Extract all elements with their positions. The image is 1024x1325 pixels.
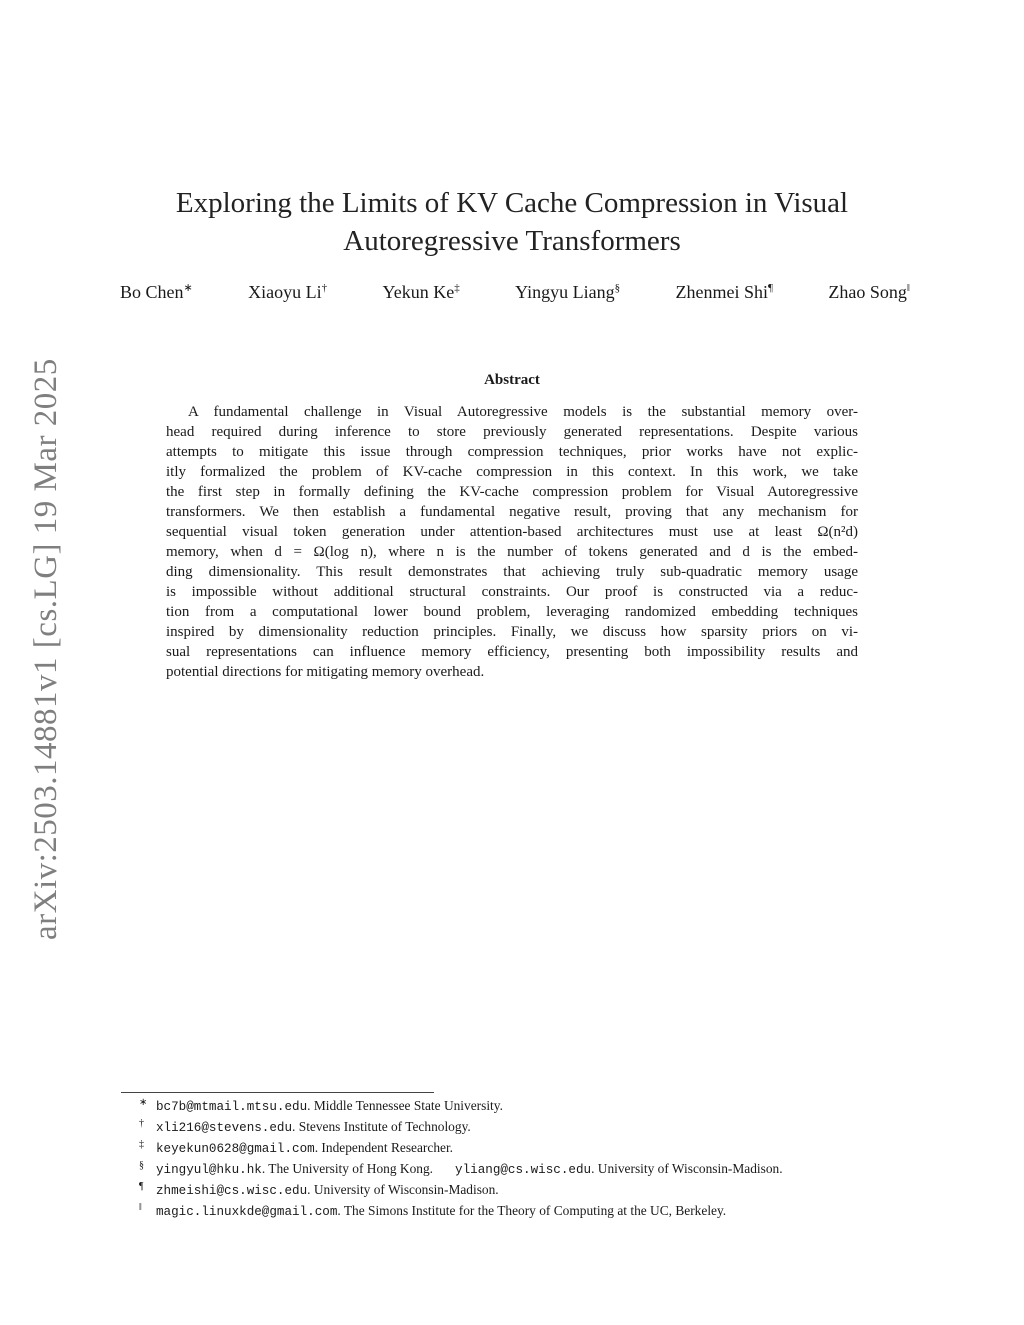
footnote-affiliation: . University of Wisconsin-Madison. [307,1182,499,1197]
footnote-mark: ¶ [139,1181,144,1192]
abstract-line: sual representations can influence memory efficiency, presenting both impossibility results and [166,644,858,660]
author-4 [515,282,620,303]
footnote-rule [121,1092,434,1093]
footnote-affiliation: . Middle Tennessee State University. [307,1098,503,1113]
abstract-line: sequential visual token generation under attention-based architectures must use at least Ω(n²d) [166,524,858,540]
footnote-mark: ‡ [139,1139,144,1150]
author-footnote-mark: ∗ [183,282,193,294]
abstract-body [166,402,858,682]
author-footnote-mark: § [614,282,621,294]
author-list [120,282,910,303]
author-name: Zhenmei Shi [675,282,768,302]
author-name: Bo Chen [120,282,184,302]
footnote-affiliation: . The Simons Institute for the Theory of Computing at the UC, Berkeley. [337,1203,727,1218]
author-5 [675,282,772,303]
footnote-email-link[interactable]: xli216@stevens.edu [156,1121,293,1135]
abstract-line: memory, when d = Ω(log n), where n is the number of tokens generated and d is the embed- [166,544,858,560]
arxiv-identifier-stamp: arXiv:2503.14881v1 [cs.LG] 19 Mar 2025 [28,358,64,940]
author-footnote-mark: ¶ [767,282,773,294]
footnote-mark: † [139,1118,144,1129]
author-2 [248,282,327,303]
title-line-2: Autoregressive Transformers [343,225,681,257]
footnote-1 [139,1096,919,1117]
title-line-1: Exploring the Limits of KV Cache Compression in Visual [175,187,849,219]
abstract-line: attempts to mitigate this issue through compression techniques, prior works have not explic- [166,444,858,460]
abstract-line: itly formalized the problem of KV-cache compression in this context. In this work, we take [166,464,858,480]
author-1 [120,282,193,303]
footnotes [139,1096,919,1222]
abstract-line: potential directions for mitigating memory overhead. [166,664,485,680]
author-name: Yingyu Liang [515,282,615,302]
abstract-line: A fundamental challenge in Visual Autoregressive models is the substantial memory over- [188,404,858,420]
footnote-affiliation: . Independent Researcher. [314,1140,454,1155]
author-name: Yekun Ke [382,282,455,302]
abstract-line: tion from a computational lower bound problem, leveraging randomized embedding techniques [166,604,858,620]
footnote-affiliation: . Stevens Institute of Technology. [292,1119,471,1134]
author-footnote-mark: † [321,282,328,294]
footnote-4 [139,1159,919,1180]
footnote-mark: ∗ [139,1097,148,1108]
abstract-line: the first step in formally defining the KV-cache compression problem for Visual Autoregressive [166,484,858,500]
abstract-line: inspired by dimensionality reduction principles. Finally, we discuss how sparsity priors on vi- [166,624,858,640]
footnote-email-link[interactable]: keyekun0628@gmail.com [156,1142,315,1156]
author-6 [828,282,910,303]
abstract-line: is impossible without additional structural constraints. Our proof is constructed via a reduc- [166,584,858,600]
footnote-2 [139,1117,919,1138]
author-footnote-mark: ‡ [454,282,460,294]
abstract-line: head required during inference to store previously generated representations. Despite various [166,424,858,440]
author-footnote-mark: ‖ [906,282,910,294]
abstract-line: ding dimensionality. This result demonstrates that achieving truly sub-quadratic memory usage [166,564,858,580]
footnote-5 [139,1180,919,1201]
abstract-heading: Abstract [484,372,540,388]
author-name: Xiaoyu Li [248,282,322,302]
paper-title [0,184,1024,260]
footnote-affiliation: . The University of Hong Kong. [261,1161,434,1176]
footnote-email-link[interactable]: magic.linuxkde@gmail.com [156,1205,338,1219]
abstract-line: transformers. We then establish a fundamental negative result, proving that any mechanism for [166,504,858,520]
footnote-email-link[interactable]: bc7b@mtmail.mtsu.edu [156,1100,308,1114]
footnote-affiliation-2: . University of Wisconsin-Madison. [591,1161,783,1176]
footnote-email-link[interactable]: zhmeishi@cs.wisc.edu [156,1184,308,1198]
footnote-6 [139,1201,919,1222]
footnote-mark: ‖ [139,1202,142,1213]
footnote-mark: § [139,1160,144,1171]
author-name: Zhao Song [828,282,907,302]
footnote-email-link[interactable]: yingyul@hku.hk [156,1163,262,1177]
author-3 [383,282,460,303]
footnote-3 [139,1138,919,1159]
footnote-email-link-2[interactable]: yliang@cs.wisc.edu [455,1163,592,1177]
